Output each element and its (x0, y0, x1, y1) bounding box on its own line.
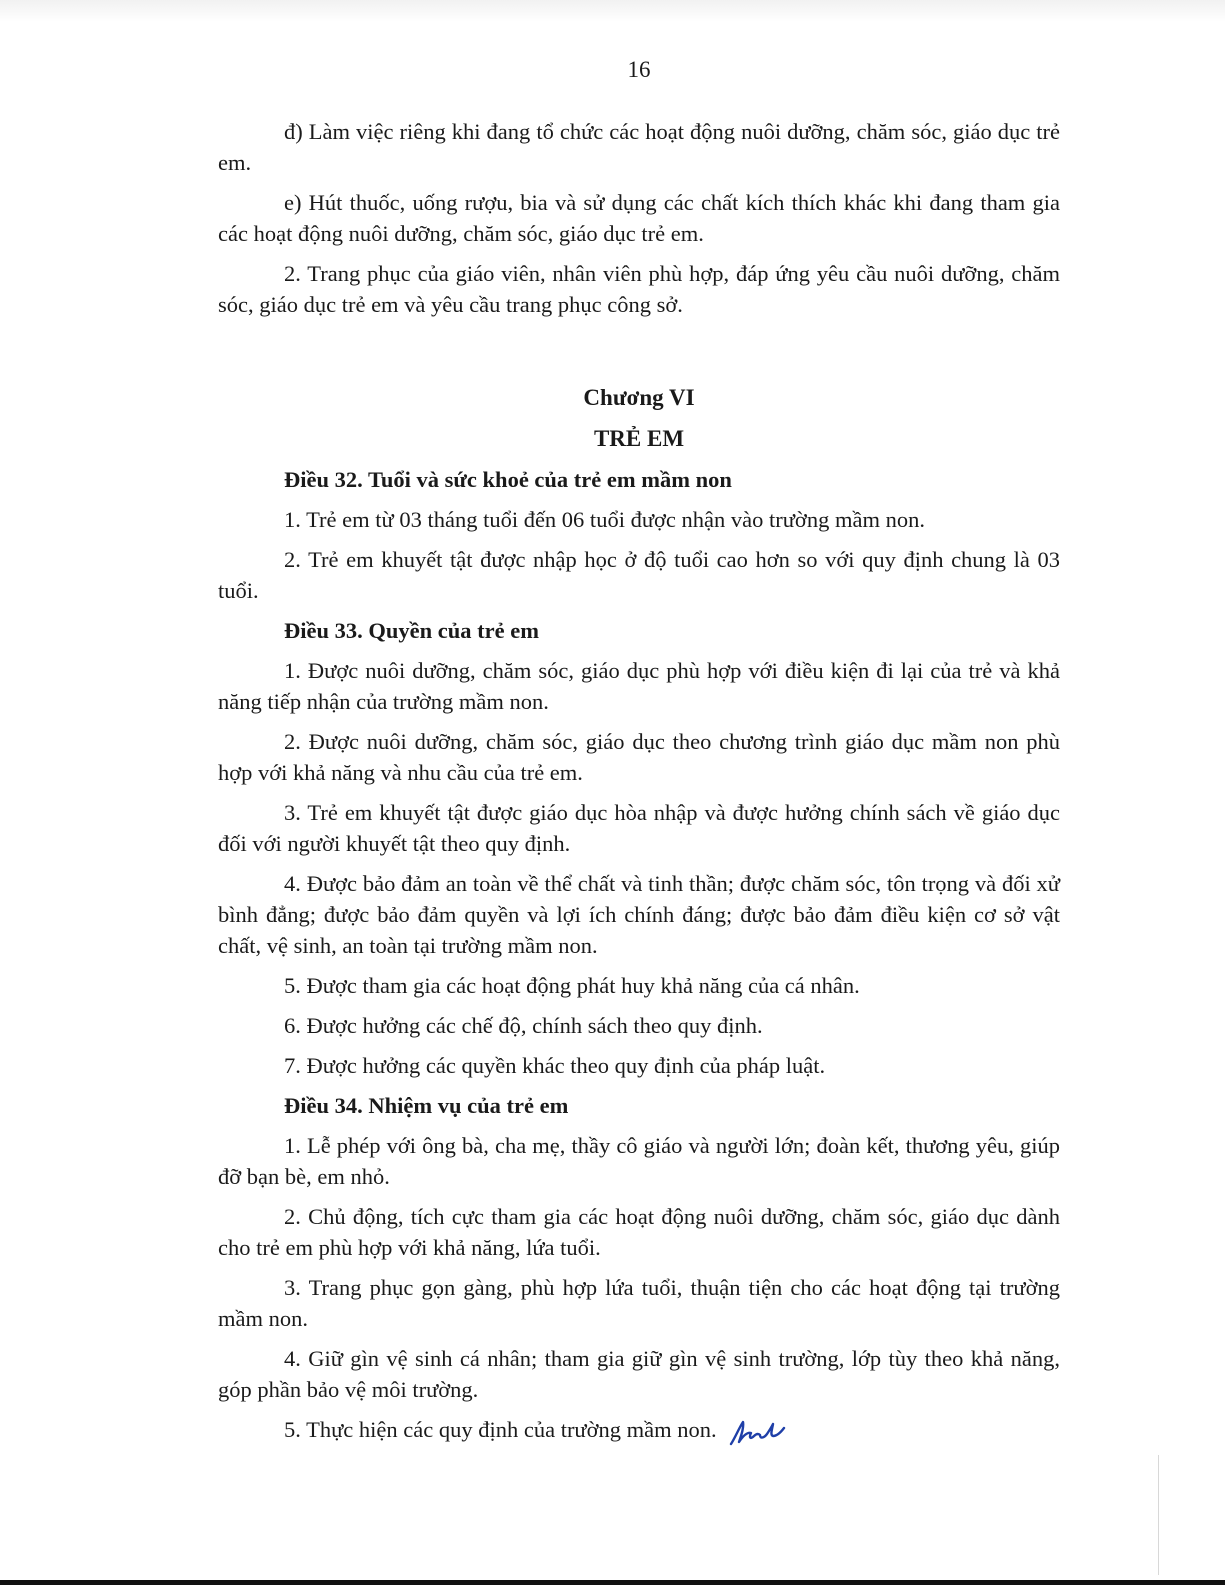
page-number: 16 (627, 57, 651, 82)
article-paragraph: 5. Thực hiện các quy định của trường mầm non. (284, 1416, 717, 1442)
article-heading: Điều 32. Tuổi và sức khoẻ của trẻ em mầm non (284, 466, 732, 492)
chapter-name: TRẺ EM (593, 425, 685, 451)
chapter-title: Chương VI (583, 384, 695, 410)
article-33 (218, 615, 1060, 1081)
article-paragraph: 4. Được bảo đảm an toàn về thể chất và tinh thần; được chăm sóc, tôn trọng và đối xử bình đẳng; được bảo đảm quyền và lợi ích chính đáng; được bảo đảm điều kiện cơ sở vật chất, vệ sinh, an toàn tại trường mầm non. (218, 870, 1060, 958)
scan-top-shadow (0, 0, 1225, 22)
article-34 (218, 1090, 1060, 1449)
article-paragraph: 1. Được nuôi dưỡng, chăm sóc, giáo dục phù hợp với điều kiện đi lại của trẻ và khả năng tiếp nhận của trường mầm non. (218, 657, 1060, 714)
article-paragraph: 5. Được tham gia các hoạt động phát huy khả năng của cá nhân. (284, 972, 860, 998)
article-paragraph: 2. Được nuôi dưỡng, chăm sóc, giáo dục theo chương trình giáo dục mầm non phù hợp với khả năng và nhu cầu của trẻ em. (218, 728, 1060, 785)
article-paragraph: 6. Được hưởng các chế độ, chính sách theo quy định. (284, 1012, 763, 1038)
document-page (218, 56, 1060, 1457)
article-paragraph: 2. Trẻ em khuyết tật được nhập học ở độ tuổi cao hơn so với quy định chung là 03 tuổi. (218, 546, 1060, 603)
scan-edge-line (1158, 1455, 1159, 1575)
intro-paragraph: đ) Làm việc riêng khi đang tổ chức các hoạt động nuôi dưỡng, chăm sóc, giáo dục trẻ em. (218, 118, 1060, 175)
scan-bottom-border (0, 1580, 1225, 1585)
article-heading: Điều 33. Quyền của trẻ em (284, 617, 539, 643)
article-paragraph: 2. Chủ động, tích cực tham gia các hoạt động nuôi dưỡng, chăm sóc, giáo dục dành cho trẻ em phù hợp với khả năng, lứa tuổi. (218, 1203, 1060, 1260)
article-paragraph: 1. Trẻ em từ 03 tháng tuổi đến 06 tuổi được nhận vào trường mầm non. (284, 506, 925, 532)
article-heading: Điều 34. Nhiệm vụ của trẻ em (284, 1092, 569, 1118)
initial-signature-icon (727, 1414, 787, 1448)
article-paragraph: 3. Trang phục gọn gàng, phù hợp lứa tuổi, thuận tiện cho các hoạt động tại trường mầm non. (218, 1274, 1060, 1331)
chapter-block (218, 382, 1060, 454)
article-paragraph: 7. Được hưởng các quyền khác theo quy định của pháp luật. (284, 1052, 826, 1078)
intro-paragraph: 2. Trang phục của giáo viên, nhân viên phù hợp, đáp ứng yêu cầu nuôi dưỡng, chăm sóc, giáo dục trẻ em và yêu cầu trang phục công sở. (218, 260, 1060, 317)
article-paragraph: 3. Trẻ em khuyết tật được giáo dục hòa nhập và được hưởng chính sách về giáo dục đối với người khuyết tật theo quy định. (218, 799, 1060, 856)
last-paragraph (218, 1414, 1060, 1449)
article-32 (218, 464, 1060, 606)
intro-paragraph: e) Hút thuốc, uống rượu, bia và sử dụng các chất kích thích khác khi đang tham gia các hoạt động nuôi dưỡng, chăm sóc, giáo dục trẻ em. (218, 189, 1060, 246)
article-paragraph: 4. Giữ gìn vệ sinh cá nhân; tham gia giữ gìn vệ sinh trường, lớp tùy theo khả năng, góp phần bảo vệ môi trường. (218, 1345, 1060, 1402)
article-paragraph: 1. Lễ phép với ông bà, cha mẹ, thầy cô giáo và người lớn; đoàn kết, thương yêu, giúp đỡ bạn bè, em nhỏ. (218, 1132, 1060, 1189)
